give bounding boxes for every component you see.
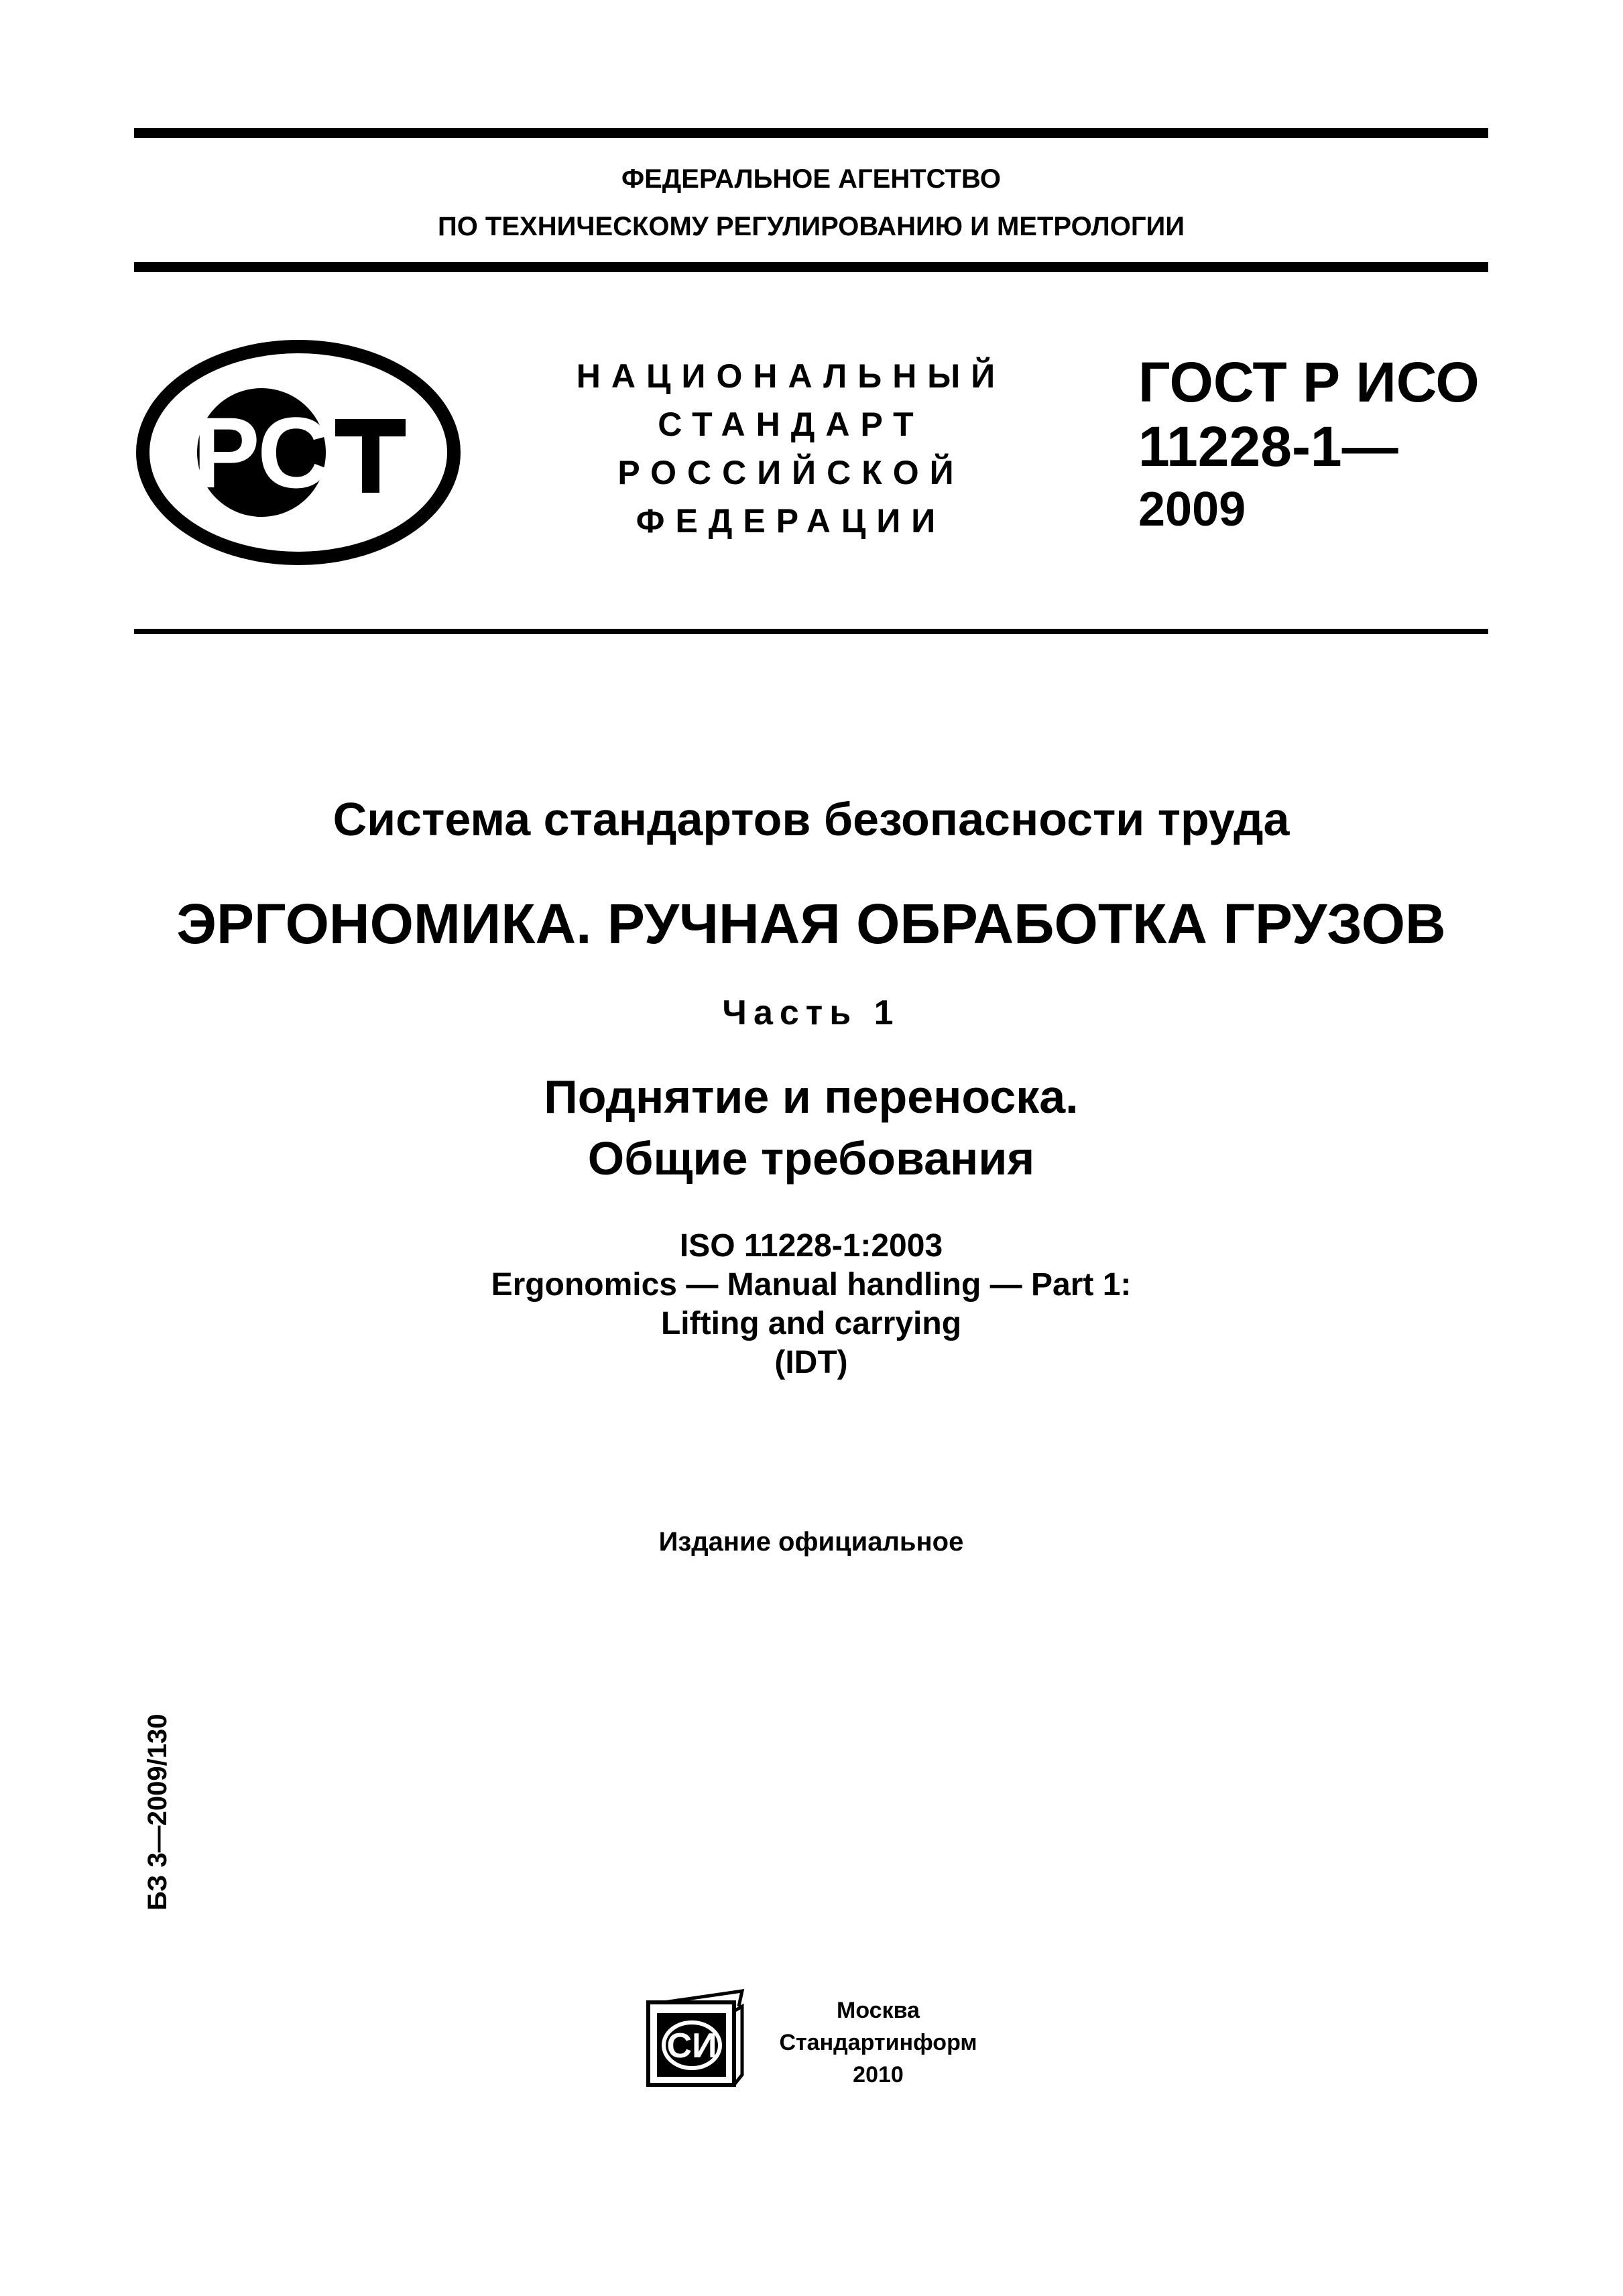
subtitle-line-1: Поднятие и переноска.	[544, 1071, 1079, 1123]
national-line: ФЕДЕРАЦИИ	[636, 502, 947, 540]
part-label: Часть 1	[722, 993, 900, 1032]
header-bottom-rule	[134, 262, 1488, 272]
publisher-name: Стандартинформ	[779, 2030, 977, 2055]
rst-logo-icon	[134, 339, 463, 566]
title-block-rule	[134, 629, 1488, 634]
national-line: РОССИЙСКОЙ	[617, 454, 965, 491]
svg-text:СИ: СИ	[666, 2027, 717, 2065]
national-line: НАЦИОНАЛЬНЫЙ	[576, 357, 1006, 395]
standard-designation	[1138, 350, 1514, 540]
designation-line-3: 2009	[1138, 483, 1246, 536]
main-title: ЭРГОНОМИКА. РУЧНАЯ ОБРАБОТКА ГРУЗОВ	[176, 892, 1446, 955]
subtitle	[134, 1066, 1488, 1189]
publisher-logo-icon	[645, 1988, 745, 2088]
designation-line-2: 11228-1—	[1138, 415, 1398, 478]
subtitle-line-2: Общие требования	[587, 1132, 1035, 1185]
agency-line-1: ФЕДЕРАЛЬНОЕ АГЕНТСТВО	[621, 164, 1002, 194]
designation-line-1: ГОСТ Р ИСО	[1138, 351, 1480, 414]
agency-line-2: ПО ТЕХНИЧЕСКОМУ РЕГУЛИРОВАНИЮ И МЕТРОЛОГИИ	[437, 212, 1185, 241]
edition-label: Издание официальное	[658, 1527, 964, 1557]
series-title: Система стандартов безопасности труда	[333, 793, 1290, 845]
iso-title-line-1: Ergonomics — Manual handling — Part 1:	[491, 1267, 1132, 1303]
svg-text:РС: РС	[192, 396, 330, 509]
iso-degree: (IDT)	[774, 1345, 848, 1380]
side-code: БЗ 3—2009/130	[143, 1713, 172, 1911]
iso-reference	[134, 1227, 1488, 1382]
publisher-city: Москва	[837, 1998, 920, 2023]
publisher-year: 2010	[853, 2062, 904, 2088]
iso-code: ISO 11228-1:2003	[679, 1228, 943, 1264]
iso-title-line-2: Lifting and carrying	[660, 1306, 962, 1341]
national-standard-caption	[556, 352, 1026, 545]
national-line: СТАНДАРТ	[658, 406, 924, 443]
publisher-info	[764, 1994, 992, 2091]
top-rule	[134, 128, 1488, 138]
